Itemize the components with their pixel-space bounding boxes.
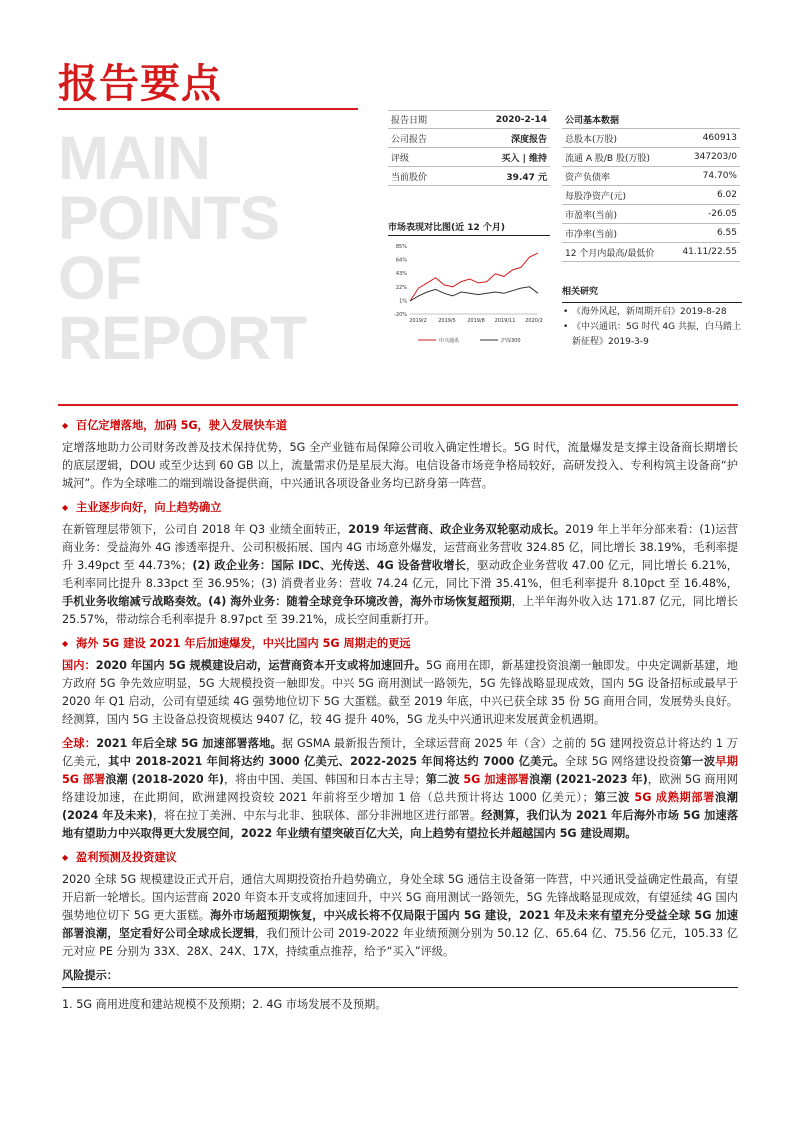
- related-research: [562, 285, 742, 350]
- info-value: 2020-2-14: [495, 114, 547, 125]
- basic-label: 资产负债率: [565, 172, 611, 183]
- content-divider: [58, 404, 738, 406]
- related-title: 相关研究: [562, 285, 742, 303]
- risk-divider: [62, 987, 738, 988]
- info-value: 39.47 元: [506, 172, 547, 183]
- info-row: [388, 110, 550, 129]
- info-value: 深度报告: [510, 134, 547, 145]
- text-run-bold: 海外市场超预期恢复，中兴成长将不仅局限于国内 5G 建设，2021 年及未来有望充分受益全球 5G 加速部署浪潮，坚定看好公司全球成长逻辑: [62, 909, 738, 940]
- chart-svg: [388, 236, 550, 348]
- basic-data-title: 公司基本数据: [562, 110, 740, 129]
- paragraph: 定增落地助力公司财务改善及技术保持优势，5G 全产业链布局保障公司收入确定性增长。5G 时代，流量爆发是支撑主设备商长期增长的底层逻辑，DOU 或至少达到 60 GB 以上，流量需求仍是星辰大海。电信设备市场竞争格局较好，高研发投入、专利构筑主设备商“护城河”。作为全球唯二的端到端设备提供商，中兴通讯各项设备业务均已跻身第一阵营。: [62, 441, 738, 490]
- basic-row: [562, 167, 740, 186]
- basic-label: 12 个月内最高/最低价: [565, 248, 655, 259]
- text-run: ，上半年海外收入达 171.87 亿元，同比增长 25.57%，带动综合毛利率提升 8.97pct 至 39.21%，成长空间重新打开。: [62, 595, 738, 626]
- watermark-line: OF: [58, 244, 141, 312]
- risk-text: 1. 5G 商用进度和建站规模不及预期；2. 4G 市场发展不及预期。: [62, 998, 387, 1011]
- y-tick-label: 1%: [399, 298, 407, 305]
- text-run: 在新管理层带领下，公司自 2018 年 Q3 业绩全面转正，: [62, 523, 349, 536]
- market-chart: [388, 220, 550, 350]
- basic-label: 市盈率(当前): [565, 210, 618, 221]
- text-run-bold: 第三波: [593, 791, 635, 804]
- chart-title: 市场表现对比图(近 12 个月): [388, 220, 550, 236]
- report-body: [62, 413, 738, 1020]
- text-run-red: 国内：: [62, 659, 96, 672]
- text-run-bold: 手机业务收缩减亏战略奏效。(4) 海外业务：随着全球竞争环境改善，海外市场恢复超预期: [62, 595, 512, 608]
- page-title: 报告要点: [58, 61, 222, 107]
- info-label: 报告日期: [391, 116, 428, 126]
- y-tick-label: -20%: [394, 312, 407, 318]
- text-run-bold: 浪潮 (2021-2023 年): [529, 773, 648, 786]
- watermark-line: MAIN: [58, 124, 210, 192]
- y-tick-label: 22%: [395, 284, 407, 291]
- text-run-bold: (2) 政企业务：国际 IDC、光传送、4G 设备营收增长: [192, 559, 466, 572]
- text-run-red: 早期 5G 部署: [62, 755, 738, 786]
- basic-value: 460913: [702, 133, 737, 143]
- x-tick-label: 2019/2: [409, 318, 427, 324]
- text-run-bold: 其中 2018-2021 年间将达约 3000 亿美元、2022-2025 年间将达约 7000 亿美元。: [108, 755, 565, 768]
- x-tick-label: 2020/2: [525, 318, 543, 324]
- info-label: 评级: [391, 153, 410, 164]
- text-run: 5G 商用在即，新基建投资浪潮一触即发。中央定调新基建，地方政府 5G 争先效应明显，5G 大规模投资一触即发。中兴 5G 商用测试一路领先，5G 先锋战略显现成效，国内 5G 设备招标或最早于 2020 年 Q1 启动，公司有望延续 4G 强势地位切下 5G 大蛋糕。截至 2019 年底，中兴已获全球 35 份 5G 商用合同，发展势头良好。经测算，国内 5G 主设备总投资规模达 9407 亿，较 4G 提升 40%，5G 龙头中兴通讯迎来发展黄金机遇期。: [62, 659, 738, 726]
- watermark-line: REPORT: [58, 304, 307, 372]
- legend-label: 中兴通讯: [439, 338, 460, 344]
- basic-value: -26.05: [707, 209, 737, 219]
- basic-label: 每股净资产(元): [565, 191, 627, 202]
- y-tick-label: 43%: [395, 271, 407, 278]
- info-label: 当前股价: [391, 172, 428, 183]
- text-run-bold: 浪潮 (2024 年及未来): [62, 791, 738, 822]
- text-run-bold: 2019 年运营商、政企业务双轮驱动成长。: [348, 523, 566, 536]
- basic-row: [562, 148, 740, 167]
- section-heading: ◆ 盈利预测及投资建议: [62, 849, 738, 867]
- text-run-bold: 2021 年后全球 5G 加速部署落地。: [96, 737, 282, 750]
- related-item[interactable]: • 《中兴通讯：5G 时代 4G 共振，白马踏上新征程》2019-3-9: [562, 320, 742, 350]
- series-line: [410, 287, 538, 301]
- x-tick-label: 2019/8: [467, 318, 485, 324]
- text-run: 2020 全球 5G 规模建设正式开启，通信大周期投资抬升趋势确立，身处全球 5G 通信主设备第一阵营，中兴通讯受益确定性最高，有望开启新一轮增长。国内运营商 2020 年资本开支或将加速回升，中兴 5G 商用测试一路领先，5G 先锋战略显现成效，有望延续 4G 国内强势地位切下 5G 更大蛋糕。: [62, 873, 738, 922]
- title-divider: [58, 108, 358, 110]
- basic-row: [562, 224, 740, 243]
- text-run-bold: 第二波: [425, 773, 464, 786]
- y-tick-label: 85%: [395, 244, 407, 250]
- basic-label: 流通 A 股/B 股(万股): [565, 153, 650, 164]
- paragraph: [62, 871, 738, 961]
- text-run: 据 GSMA 最新报告预计，全球运营商 2025 年（含）之前的 5G 建网投资总计将达约 1 万亿美元，: [62, 737, 738, 768]
- paragraph: [62, 735, 738, 843]
- info-label: 公司报告: [391, 134, 428, 145]
- basic-row: [562, 129, 740, 148]
- section-heading: ◆ 百亿定增落地，加码 5G，驶入发展快车道: [62, 417, 738, 435]
- text-run-bold: 第一波: [680, 755, 716, 768]
- text-run: ，欧洲 5G 商用网络建设加速，在此期间，欧洲建网投资较 2021 年前将至少增加 1 倍（总共预计将达 1000 亿美元）；: [62, 773, 738, 804]
- basic-row: [562, 243, 740, 262]
- basic-value: 347203/0: [693, 152, 737, 162]
- watermark: [58, 124, 307, 372]
- watermark-line: POINTS: [58, 184, 280, 252]
- basic-value: 6.02: [716, 190, 737, 200]
- basic-value: 6.55: [716, 228, 737, 238]
- info-row: [388, 167, 550, 186]
- legend-label: 沪深300: [501, 338, 521, 344]
- basic-label: 总股本(万股): [565, 134, 618, 145]
- basic-label: 市净率(当前): [565, 229, 618, 240]
- paragraph: [62, 521, 738, 629]
- x-tick-label: 2019/11: [494, 318, 516, 324]
- report-info-table: [388, 110, 550, 186]
- text-run: ，驱动政企业务营收 47.00 亿元，同比增长 6.21%，毛利率同比提升 8.33pct 至 36.95%；(3) 消费者业务：营收 74.24 亿元，同比下滑 35.41%，但毛利率提升 8.10pct 至 16.48%，: [62, 559, 738, 590]
- text-run-red: 5G 加速部署: [463, 773, 530, 786]
- y-tick-label: 64%: [395, 257, 407, 264]
- info-row: [388, 129, 550, 148]
- related-item[interactable]: • 《海外风起，新周期开启》2019-8-28: [562, 305, 742, 320]
- basic-value: 74.70%: [702, 171, 737, 181]
- text-run-bold: 经测算，我们认为 2021 年后海外市场 5G 加速落地有望助力中兴取得更大发展空间，2022 年业绩有望突破百亿大关，向上趋势有望拉长并超越国内 5G 建设周期。: [62, 809, 739, 840]
- basic-value: 41.11/22.55: [682, 247, 737, 257]
- section-heading: ◆ 主业逐步向好，向上趋势确立: [62, 499, 738, 517]
- x-tick-label: 2019/5: [438, 318, 456, 324]
- text-run: ，将在拉丁美洲、中东与北非、独联体、部分非洲地区进行部署。: [152, 809, 482, 822]
- basic-row: [562, 186, 740, 205]
- info-value: 买入 | 维持: [501, 153, 547, 164]
- text-run: 全球 5G 网络建设投资: [564, 755, 681, 768]
- basic-row: [562, 205, 740, 224]
- text-run: 2019 年上半年分部来看：(1)运营商业务：受益海外 4G 渗透率提升、公司积极拓展、国内 4G 市场意外爆发，运营商业务营收 324.85 亿，同比增长 38.19%，毛利率提升 3.49pct 至 44.73%；: [62, 523, 738, 572]
- text-run-bold: 浪潮 (2018-2020 年): [105, 773, 224, 786]
- text-run-bold: 2020 年国内 5G 规模建设启动，运营商资本开支或将加速回升。: [95, 659, 426, 672]
- text-run-red: 全球：: [62, 737, 97, 750]
- section-heading: ◆ 海外 5G 建设 2021 年后加速爆发，中兴比国内 5G 周期走的更远: [62, 635, 738, 653]
- basic-data-table: [562, 110, 740, 262]
- text-run-red: 5G 成熟期部署: [634, 791, 715, 804]
- risk-heading: 风险提示：: [62, 969, 118, 982]
- paragraph: [62, 657, 738, 729]
- info-row: [388, 148, 550, 167]
- text-run: ，我们预计公司 2019-2022 年业绩预测分别为 50.12 亿、65.64 亿、75.56 亿元，105.33 亿元对应 PE 分别为 33X、28X、24X、17X，持续重点推荐，给予“买入”评级。: [62, 927, 738, 958]
- text-run: ，将由中国、美国、韩国和日本古主导；: [223, 773, 426, 786]
